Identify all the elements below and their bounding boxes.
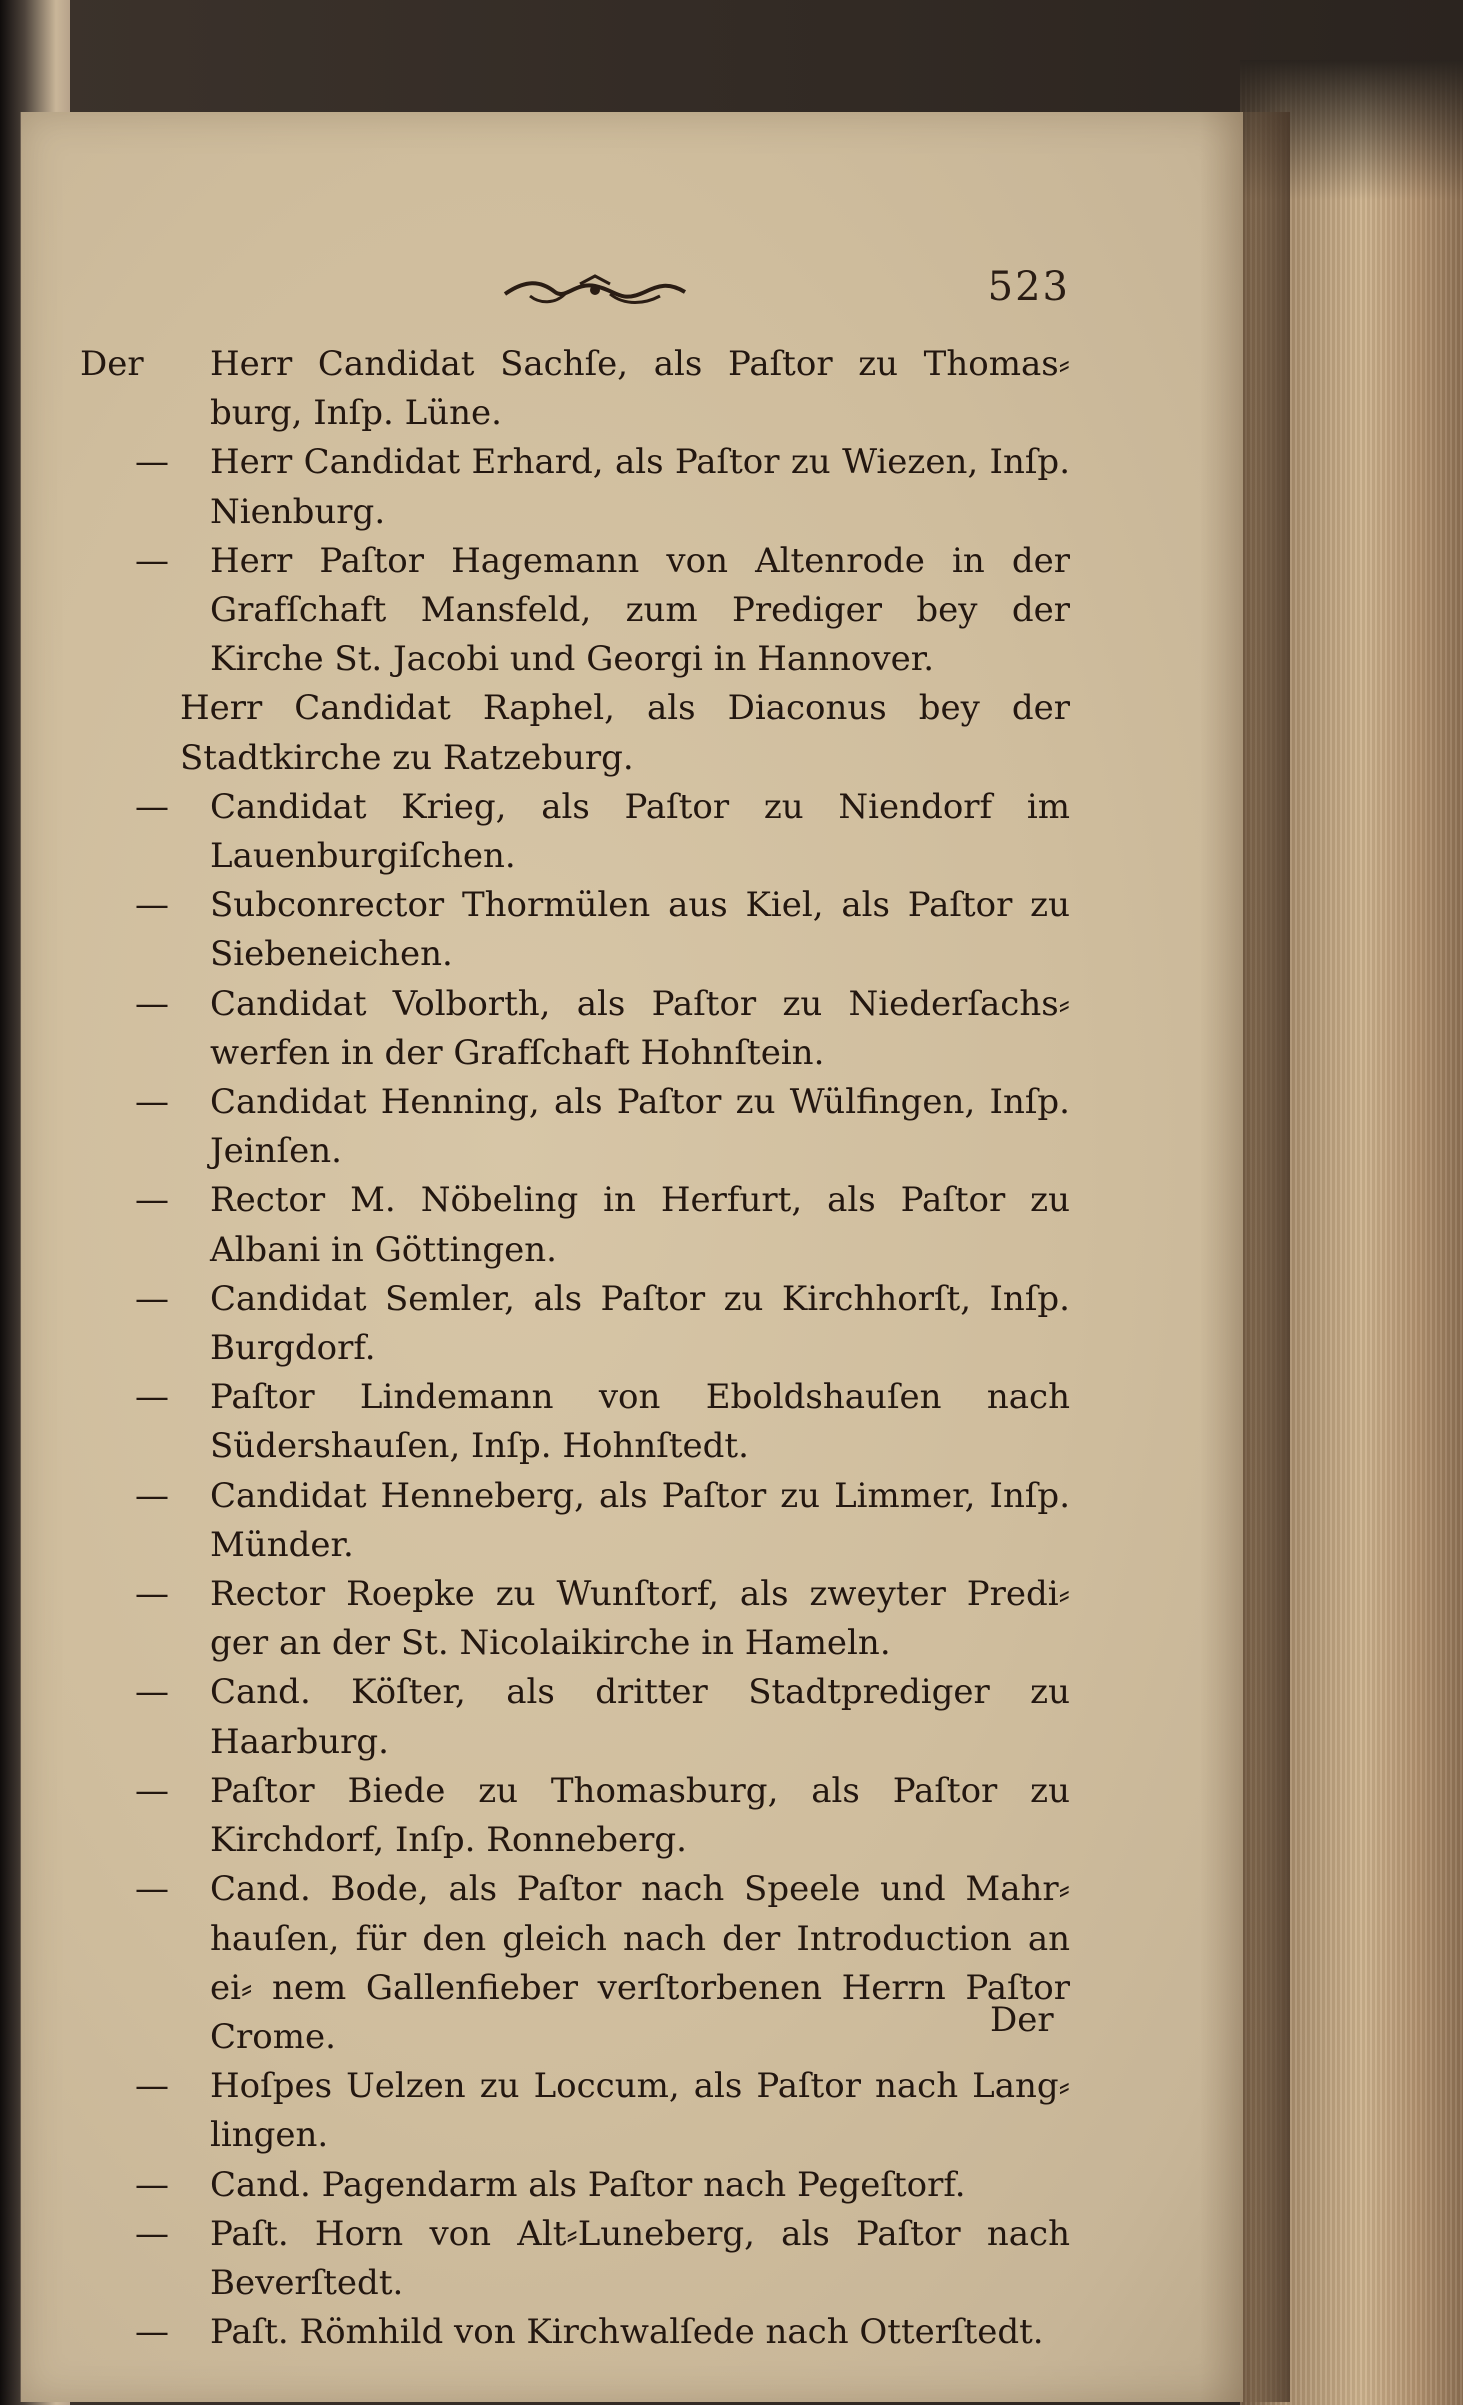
entry-text: Cand. Bode, als Paſtor nach Speele und Mahr⸗ hauſen, für den gleich nach der Introduction an ei⸗ nem Gallenfieber verſtorbenen Herrn Paſtor Crome.: [210, 1869, 1070, 2057]
list-item: [135, 1078, 1070, 1176]
list-item: [135, 1767, 1070, 1865]
entry-lead-word: Der: [80, 344, 144, 384]
list-item: [135, 2062, 1070, 2160]
entry-dash: —: [135, 540, 169, 581]
entry-text: Candidat Krieg, als Paſtor zu Niendorf im Lauenburgiſchen.: [210, 786, 1070, 877]
entry-dash: —: [135, 983, 169, 1024]
entry-dash: —: [135, 2066, 169, 2107]
list-item: [135, 2210, 1070, 2308]
entry-dash: —: [135, 1574, 169, 1615]
entry-text: Paſt. Horn von Alt⸗Luneberg, als Paſtor nach Beverſtedt.: [210, 2213, 1070, 2303]
entry-dash: —: [135, 1672, 169, 1713]
ornament-icon: [500, 272, 690, 312]
entry-text: Candidat Henning, als Paſtor zu Wülfingen, Inſp. Jeinſen.: [210, 1082, 1070, 1172]
entry-dash: —: [135, 1180, 169, 1221]
entry-text: Herr Paſtor Hagemann von Altenrode in der Grafſchaft Mansfeld, zum Prediger bey der Kirche St. Jacobi und Georgi in Hannover.: [210, 540, 1070, 680]
list-item: [135, 881, 1070, 979]
list-item: [135, 783, 1070, 881]
entry-text: Paſtor Biede zu Thomasburg, als Paſtor zu Kirchdorf, Inſp. Ronneberg.: [210, 1770, 1070, 1861]
entry-dash: —: [135, 2213, 169, 2254]
list-item: [105, 684, 1070, 782]
list-item: [135, 2161, 1070, 2210]
entry-dash: —: [135, 1475, 169, 1516]
entry-text: Herr Candidat Raphel, als Diaconus bey der Stadtkirche zu Ratzeburg.: [180, 688, 1070, 778]
catchword: Der: [990, 2000, 1054, 2040]
entry-dash: —: [135, 1869, 169, 1910]
entry-dash: —: [135, 442, 169, 483]
entry-text: Paſt. Römhild von Kirchwalſede nach Otterſtedt.: [210, 2312, 1044, 2353]
page-header: [500, 264, 1070, 334]
page-gutter-shadow: [1200, 112, 1290, 2402]
entry-text: Cand. Pagendarm als Paſtor nach Pegeſtorf.: [210, 2164, 966, 2205]
entry-text: Cand. Köſter, als dritter Stadtprediger zu Haarburg.: [210, 1672, 1070, 1762]
entry-dash: —: [135, 1278, 169, 1319]
entry-dash: —: [135, 1377, 169, 1418]
entry-text: Candidat Semler, als Paſtor zu Kirchhorſt, Inſp. Burgdorf.: [210, 1278, 1070, 1369]
entry-dash: —: [135, 786, 169, 827]
entry-dash: —: [135, 1082, 169, 1123]
list-item: [135, 537, 1070, 685]
list-item: [135, 1176, 1070, 1274]
entry-text: Rector M. Nöbeling in Herfurt, als Paſtor zu Albani in Göttingen.: [210, 1180, 1070, 1270]
entry-dash: —: [135, 2164, 169, 2205]
entry-list: [80, 340, 1070, 2357]
list-item: [135, 1865, 1070, 2062]
entry-text: Subconrector Thormülen aus Kiel, als Paſtor zu Siebeneichen.: [210, 885, 1070, 975]
list-item: [135, 1570, 1070, 1668]
list-item: [135, 2308, 1070, 2357]
entry-text: Hoſpes Uelzen zu Loccum, als Paſtor nach Lang⸗ lingen.: [210, 2066, 1070, 2156]
list-item: [80, 340, 1070, 438]
entry-dash: —: [135, 885, 169, 926]
list-item: [135, 438, 1070, 536]
entry-text: Herr Candidat Erhard, als Paſtor zu Wiezen, Inſp. Nienburg.: [210, 442, 1070, 532]
list-item: [135, 980, 1070, 1078]
page-number: 523: [987, 264, 1070, 310]
list-item: [135, 1668, 1070, 1766]
entry-text: Herr Candidat Sachſe, als Paſtor zu Thomas⸗ burg, Inſp. Lüne.: [210, 344, 1070, 434]
list-item: [135, 1472, 1070, 1570]
entry-text: Candidat Volborth, als Paſtor zu Niederſachs⸗ werfen in der Grafſchaft Hohnſtein.: [210, 983, 1070, 1073]
entry-text: Rector Roepke zu Wunſtorf, als zweyter Predi⸗ ger an der St. Nicolaikirche in Hameln.: [210, 1574, 1070, 1664]
entry-dash: —: [135, 2312, 169, 2353]
list-item: [135, 1275, 1070, 1373]
entry-dash: —: [135, 1770, 169, 1811]
entry-text: Candidat Henneberg, als Paſtor zu Limmer, Inſp. Münder.: [210, 1475, 1070, 1565]
list-item: [135, 1373, 1070, 1471]
entry-text: Paſtor Lindemann von Eboldshauſen nach Südershauſen, Inſp. Hohnſtedt.: [210, 1377, 1070, 1467]
